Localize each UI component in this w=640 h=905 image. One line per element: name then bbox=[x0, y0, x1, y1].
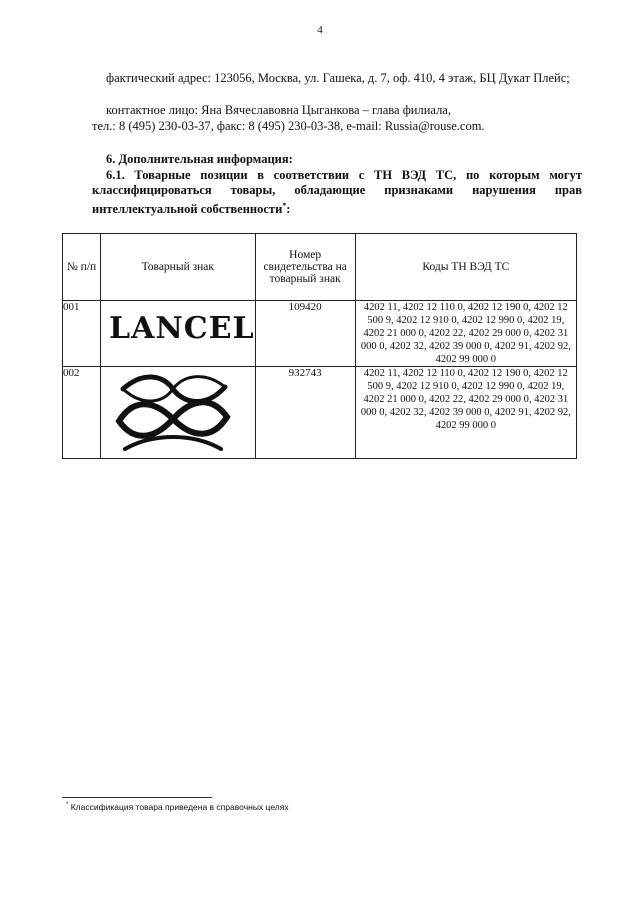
header-trademark: Товарный знак bbox=[101, 234, 256, 301]
actual-address: фактический адрес: 123056, Москва, ул. Гашека, д. 7, оф. 410, 4 этаж, БЦ Дукат Плейс; bbox=[106, 71, 570, 85]
certificate-number: 932743 bbox=[255, 367, 355, 459]
header-number: № п/п bbox=[63, 234, 101, 301]
section-subheading bbox=[92, 168, 582, 217]
subheading-footnote-mark: * bbox=[282, 201, 287, 210]
certificate-number: 109420 bbox=[255, 301, 355, 367]
lancel-wordmark: LANCEL bbox=[109, 311, 255, 346]
section-heading: 6. Дополнительная информация: bbox=[106, 152, 293, 166]
footnote-divider bbox=[62, 797, 212, 798]
contact-person: контактное лицо: Яна Вячеславовна Цыганкова – глава филиала, bbox=[106, 103, 451, 117]
row-number: 002 bbox=[63, 367, 101, 459]
footnote bbox=[66, 802, 289, 812]
row-number: 001 bbox=[63, 301, 101, 367]
page-number: 4 bbox=[317, 24, 323, 36]
subheading-text: 6.1. Товарные позиции в соответствии с ТН ВЭД ТС, по которым могут классифицироваться товары, обладающие признаками нарушения прав интеллектуальной собственности bbox=[92, 168, 582, 217]
header-certificate: Номер свидетельства на товарный знак bbox=[255, 234, 355, 301]
phone-fax-email: тел.: 8 (495) 230-03-37, факс: 8 (495) 230-03-38, e-mail: Russia@rouse.com. bbox=[92, 119, 485, 133]
tnved-codes: 4202 11, 4202 12 110 0, 4202 12 190 0, 4202 12 500 9, 4202 12 910 0, 4202 12 990 0, 4202 19, 4202 21 000 0, 4202 22, 4202 29 000 0, 4202 31 000 0, 4202 32, 4202 39 000 0, 4202 91, 4202 92, 4202 99 000 0 bbox=[355, 301, 576, 367]
trademark-cell bbox=[101, 301, 256, 367]
table-header-row bbox=[63, 234, 577, 301]
lancel-infinity-logo-icon bbox=[101, 367, 255, 458]
trademark-cell bbox=[101, 367, 256, 459]
footnote-mark: * bbox=[66, 802, 69, 809]
table-row bbox=[63, 301, 577, 367]
footnote-text: Классификация товара приведена в справочных целях bbox=[70, 802, 289, 812]
header-codes: Коды ТН ВЭД ТС bbox=[355, 234, 576, 301]
table-row bbox=[63, 367, 577, 459]
subheading-colon: : bbox=[286, 202, 291, 217]
tnved-codes: 4202 11, 4202 12 110 0, 4202 12 190 0, 4202 12 500 9, 4202 12 910 0, 4202 12 990 0, 4202 19, 4202 21 000 0, 4202 22, 4202 29 000 0, 4202 31 000 0, 4202 32, 4202 39 000 0, 4202 91, 4202 92, 4202 99 000 0 bbox=[355, 367, 576, 459]
trademark-table bbox=[62, 233, 577, 459]
